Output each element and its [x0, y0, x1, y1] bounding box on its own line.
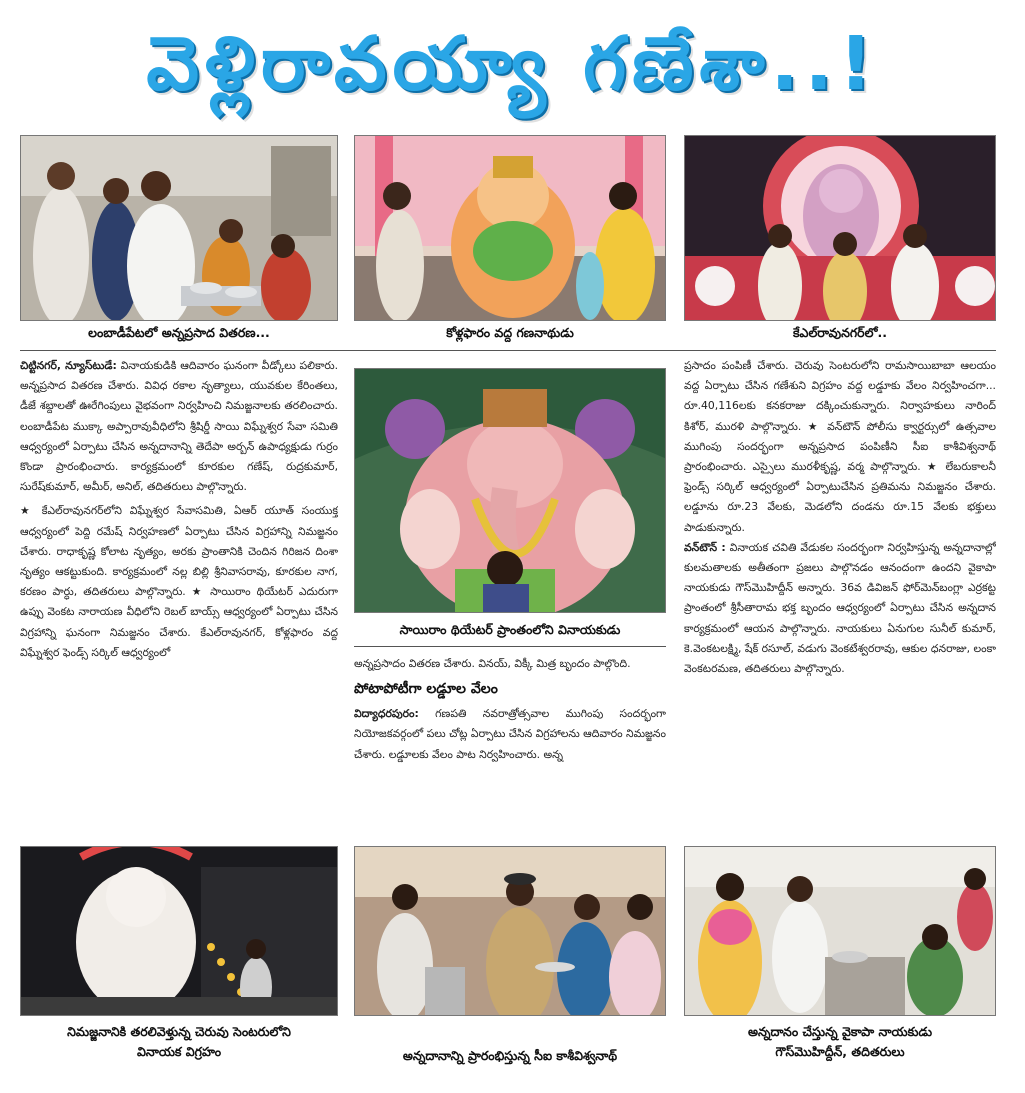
column-left — [20, 356, 338, 840]
left-paragraph-2: ★ కేఎల్‌రావునగర్‌లోని విఘ్నేశ్వర సేవాసమితి, ఏఆర్‌ యూత్‌ సంయుక్త ఆధ్వర్యంలో పెద్ది రమేష్‌ నిర్వహణలో ఏర్పాటు చేసిన విగ్రహాన్ని నిమజ్జనం చేశారు. రాధాకృష్ణ కోలాట నృత్యం, అరకు ప్రాంతానికి చెందిన గిరిజన దింశా నృత్యం ఆకట్టుకుంది. కార్యక్రమంలో నల్ల బిల్లి శ్రీనివాసరావు, కూరకుల నాగ, కరణం పార్ధు, తదితరులు పాల్గొన్నారు. ★ సాయిరాం థియేటర్‌ ఎదురుగా ఉప్పు వెంకట నారాయణ వీధిలోని రెబల్‌ బాయ్స్‌ ఆధ్వర్యంలో ఏర్పాటు చేసిన విగ్రహాన్ని ఘనంగా నిమజ్జనం చేశారు. కేఎల్‌రావునగర్‌, కోళ్లఫారం వద్ద విఘ్నేశ్వర ఫెండ్స్‌ సర్కిల్‌ ఆధ్వర్యంలో — [20, 504, 338, 659]
headline: వెళ్లిరావయ్యా గణేశా..! — [146, 21, 879, 107]
photo-cheruvu-center-ganesh — [20, 846, 338, 1016]
center-paragraph-1: అన్నప్రసాదం వితరణ చేశారు. వినయ్‌, విక్కీ మిత్ర బృందం పాల్గొంది. — [354, 657, 631, 670]
photo-sairam-theater-ganesh — [354, 368, 666, 613]
center-dateline: విద్యాధరపురం: — [354, 707, 419, 721]
caption-bottom-right — [684, 1022, 996, 1062]
photo-kollapharam-ganesh — [354, 135, 666, 321]
caption-bottom-left — [20, 1022, 338, 1062]
caption-bottom-left-line1: నిమజ్జనానికి తరలివెళ్తున్న చెరువు సెంటరులోని — [67, 1024, 291, 1039]
caption-center: సాయిరాం థియేటర్‌ ప్రాంతంలోని వినాయకుడు — [354, 620, 666, 647]
dateline: చిట్టినగర్‌, న్యూస్‌టుడే: — [20, 359, 117, 372]
right-paragraph-2: వినాయక చవితి వేడుకల సందర్భంగా నిర్వహిస్తున్న అన్నదానాల్లో కులమతాలకు అతీతంగా ప్రజలు పాల్గొనడం ఆనందంగా ఉందని వైకాపా నాయకుడు గౌస్‌మొహిద్దీన్‌ అన్నారు. 36వ డివిజన్‌ ఫోర్‌మెన్‌బంగ్లా ఎర్రకట్ట ప్రాంతంలో శ్రీసీతారామ భక్త బృందం ఆధ్వర్యంలో ఏర్పాటు చేసిన అన్నదాన కార్యక్రమంలో ఆయన పాల్గొన్నారు. నాయకులు ఏనుగుల సునీల్‌ కుమార్‌, కె.వెంకటలక్ష్మి, షేక్‌ రసూల్‌, వడుగు వెంకటేశ్వరరావు, ఆకుల ధనరాజు, లంకా వెంకటరమణ, తదితరులు పాల్గొన్నారు. — [684, 540, 996, 676]
caption-bottom-right-line2: గౌస్‌మొహిద్దీన్‌, తదితరులు — [775, 1044, 905, 1059]
caption-top-left: లంబాడీపేటలో అన్నప్రసాద వితరణ... — [88, 325, 270, 340]
caption-bottom-center — [354, 1046, 666, 1066]
caption-top-right: కేఎల్‌రావునగర్‌లో.. — [793, 325, 887, 340]
column-right — [684, 356, 996, 840]
column-center — [354, 654, 666, 844]
photo-ci-annadanam — [354, 846, 666, 1016]
center-paragraph-2: గణపతి నవరాత్రోత్సవాల ముగింపు సందర్భంగా నియోజకవర్గంలో పలు చోట్ల ఏర్పాటు చేసిన విగ్రహాలను ఆదివారం నిమజ్జనం చేశారు. లడ్డూలకు వేలం పాట నిర్వహించారు. అన్న — [354, 707, 666, 761]
subhead-laddu-auction: పోటాపోటీగా లడ్డూల వేలం — [354, 681, 498, 698]
caption-bottom-right-line1: అన్నదానం చేస్తున్న వైకాపా నాయకుడు — [747, 1024, 933, 1039]
photo-lambadipeta-annadanam — [20, 135, 338, 321]
caption-top-center: కోళ్లఫారం వద్ద గణనాథుడు — [446, 325, 574, 340]
photo-ycp-leader-annadanam — [684, 846, 996, 1016]
right-paragraph-1: ప్రసాదం పంపిణీ చేశారు. చెరువు సెంటరులోని రామసాయిబాబా ఆలయం వద్ద ఏర్పాటు చేసిన గణేశుని విగ్రహం వద్ద లడ్డూకు వేలం నిర్వహించగా... రూ.40,116లకు కనకరాజు దక్కించుకున్నారు. నిర్వాహకులు నారింద్ కిశోర్‌, మురళి పాల్గొన్నారు. ★ వన్‌టౌన్‌ పోలీసు క్వార్టర్సులో ఉత్సవాల ముగింపు సందర్భంగా అన్నప్రసాద పంపిణీని సీఐ కాశీవిశ్వనాథ్‌ ప్రారంభించారు. ఎస్సైలు మురళీకృష్ణ, వర్మ పాల్గొన్నారు. ★ లేబరుకాలనీ ఫ్రెండ్స్‌ సర్కిల్‌ ఆధ్వర్యంలో ఏర్పాటుచేసిన ప్రతిమను నిమజ్జనం చేశారు. లడ్డూను రూ.23 వేలకు, మెడలోని దండను రూ.15 వేలకు భక్తులు పాడుకున్నారు. — [684, 359, 996, 534]
caption-bottom-center-line1: అన్నదానాన్ని ప్రారంభిస్తున్న సీఐ కాశీవిశ్వనాథ్ — [402, 1048, 618, 1063]
right-dateline: వన్‌టౌన్‌ : — [684, 540, 726, 554]
top-divider — [20, 350, 996, 351]
caption-bottom-left-line2: వినాయక విగ్రహం — [136, 1044, 222, 1059]
left-paragraph-1: వినాయకుడికి ఆదివారం ఘనంగా వీడ్కోలు పలికారు. అన్నప్రసాద వితరణ చేశారు. వివిధ రకాల నృత్యాలు, యువకుల కేరింతలు, డీజే శబ్దాలతో ఊరేగింపులు వైభవంగా నిర్వహించి నిమజ్జనాలకు తరలించారు. లంబాడీపేట ముక్కా అప్పారావువీధిలోని శ్రీషిర్డీ సాయి విఘ్నేశ్వర సేవా సమితి ఆధ్వర్యంలో ఏర్పాటు చేసిన అన్నదానాన్ని తెదేపా అర్బన్‌ ఉపాధ్యక్షుడు గుర్రం కొండా ప్రారంభించారు. కార్యక్రమంలో కూరకుల గణేష్‌, రుద్రకుమార్‌, సురేష్‌కుమార్‌, అమీర్‌, అనిల్‌, తదితరులు పాల్గొన్నారు. — [20, 359, 338, 494]
photo-klraonagar-ganesh — [684, 135, 996, 321]
